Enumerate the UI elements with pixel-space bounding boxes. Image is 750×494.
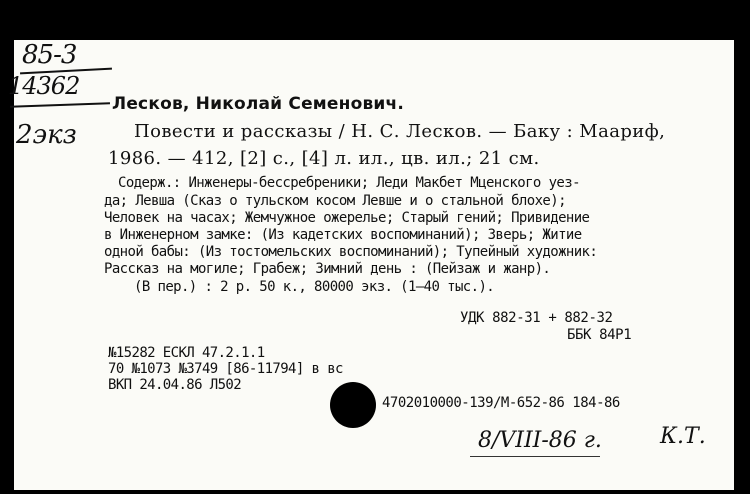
contents-line: да; Левша (Сказ о тульском косом Левше и о стальной блохе); [104,193,566,209]
contents-line: Рассказ на могиле; Грабеж; Зимний день : (Пейзаж и жанр). [104,261,551,277]
bbk-code: ББК 84Р1 [567,327,632,343]
contents-line: Человек на часах; Жемчужное ожерелье; Старый гений; Привидение [104,210,590,226]
contents-line: Содерж.: Инженеры-бессребреники; Леди Макбет Мценского уез- [118,175,580,191]
imprint-line: 1986. — 412, [2] с., [4] л. ил., цв. ил.; 21 см. [108,148,540,169]
author-heading: Лесков, Николай Семенович. [112,94,405,114]
contents-line: в Инженерном замке: (Из кадетских воспоминаний); Зверь; Житие [104,227,582,243]
handwritten-initials: К.Т. [660,424,706,449]
isbn-line: 4702010000-139/М-652-86 184-86 [382,395,620,411]
price-line: (В пер.) : 2 р. 50 к., 80000 экз. (1—40 тыс.). [134,279,495,295]
contents-line: одной бабы: (Из тостомельских воспоминаний); Тупейный художник: [104,244,598,260]
service-line: №15282 ЕСКЛ 47.2.1.1 [108,345,265,361]
card-punch-hole [330,382,376,428]
udk-code: УДК 882-31 + 882-32 [460,310,613,326]
title-line: Повести и рассказы / Н. С. Лесков. — Баку : Маариф, [134,121,666,142]
handwritten-inventory-number: 14362 [8,72,80,100]
service-line: 70 №1073 №3749 [86-11794] в вс [108,361,343,377]
service-line: ВКП 24.04.86 Л502 [108,377,242,393]
handwritten-underline [470,456,600,457]
handwritten-date: 8/VIII-86 г. [478,428,602,453]
handwritten-copies: 2экз [16,120,77,150]
handwritten-shelf-number: 85-3 [22,40,77,70]
